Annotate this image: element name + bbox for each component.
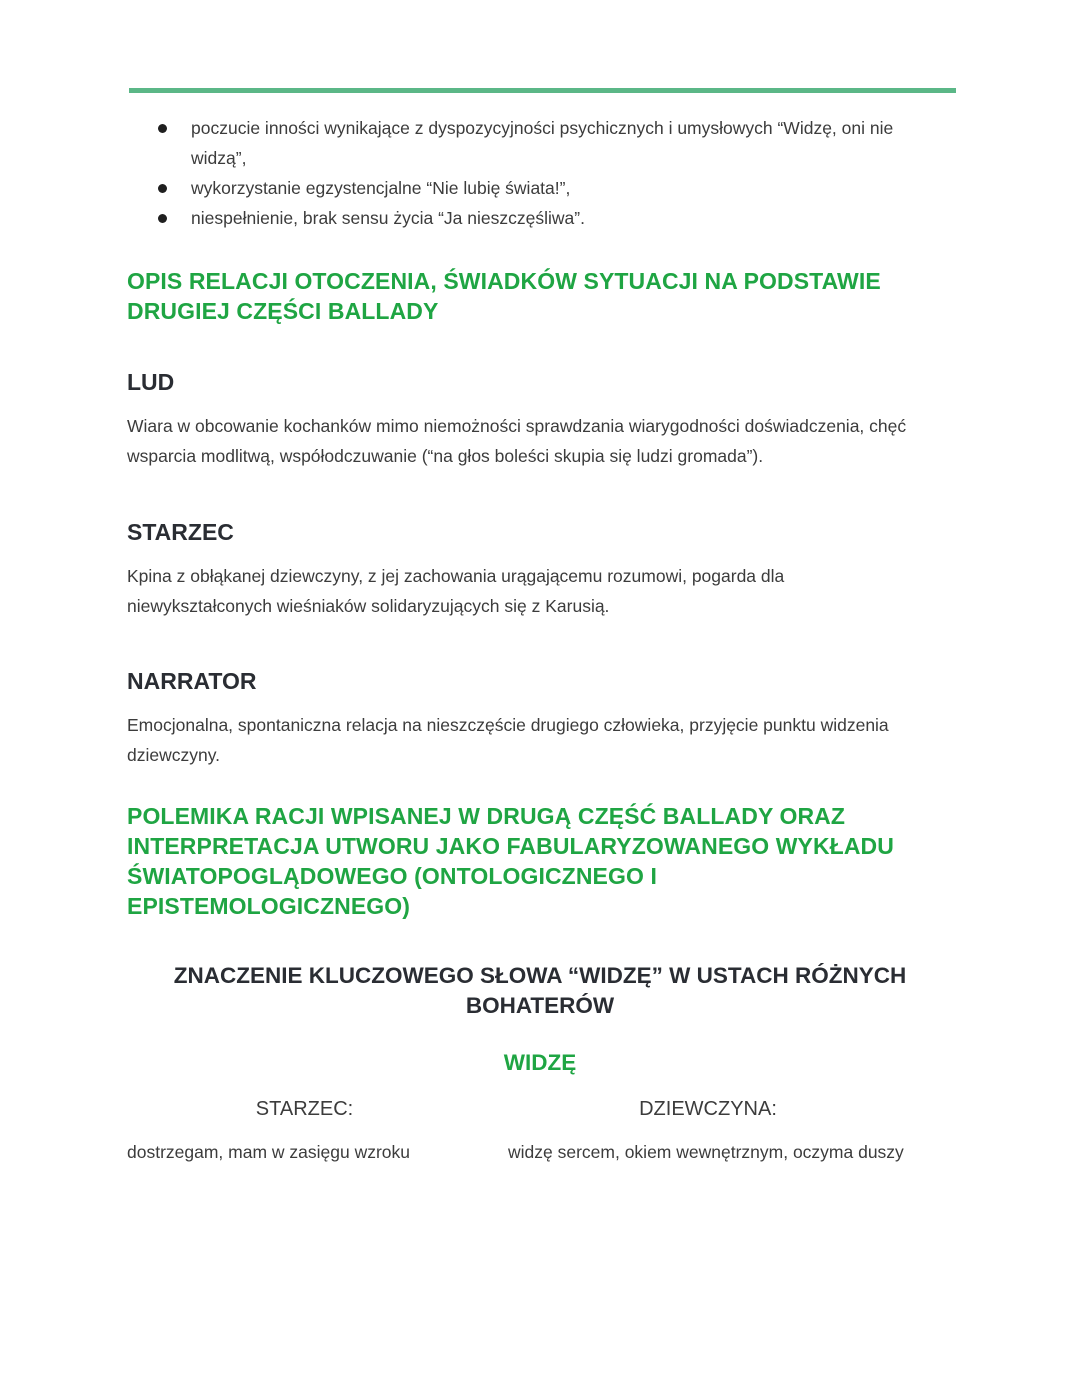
- section-heading-polemic: POLEMIKA RACJI WPISANEJ W DRUGĄ CZĘŚĆ BALLADY ORAZ INTERPRETACJA UTWORU JAKO FABULARYZOWANEGO WYKŁADU ŚWIATOPOGLĄDOWEGO (ONTOLOGICZNEGO I EPISTEMOLOGICZNEGO): [127, 803, 894, 919]
- column-value-dziewczyna: widzę sercem, okiem wewnętrznym, oczyma duszy: [508, 1142, 904, 1162]
- bullet-icon: [158, 214, 167, 223]
- section-heading-relations: OPIS RELACJI OTOCZENIA, ŚWIADKÓW SYTUACJI NA PODSTAWIE DRUGIEJ CZĘŚCI BALLADY: [127, 268, 881, 324]
- list-item: [127, 173, 947, 203]
- list-item-text: niespełnienie, brak sensu życia “Ja nieszczęśliwa”.: [191, 208, 585, 228]
- heading-starzec: STARZEC: [127, 519, 234, 545]
- meaning-heading: ZNACZENIE KLUCZOWEGO SŁOWA “WIDZĘ” W USTACH RÓŻNYCH BOHATERÓW: [173, 963, 907, 1018]
- keyword-title: WIDZĘ: [503, 1050, 577, 1075]
- bullet-icon: [158, 124, 167, 133]
- column-label-dziewczyna: DZIEWCZYNA:: [639, 1098, 777, 1120]
- top-divider: [129, 88, 956, 93]
- heading-lud: LUD: [127, 369, 175, 395]
- paragraph-lud: Wiara w obcowanie kochanków mimo niemożności sprawdzania wiarygodności doświadczenia, chęć wsparcia modlitwą, współodczuwanie (“na głos boleści skupia się ludzi gromada”).: [127, 416, 907, 466]
- list-item-text: wykorzystanie egzystencjalne “Nie lubię świata!”,: [191, 178, 571, 198]
- paragraph-narrator: Emocjonalna, spontaniczna relacja na nieszczęście drugiego człowieka, przyjęcie punktu widzenia dziewczyny.: [127, 715, 889, 765]
- heading-narrator: NARRATOR: [127, 668, 257, 694]
- list-item: [127, 203, 947, 233]
- column-value-starzec: dostrzegam, mam w zasięgu wzroku: [127, 1142, 411, 1162]
- list-item: [127, 113, 947, 173]
- paragraph-starzec: Kpina z obłąkanej dziewczyny, z jej zachowania urągającemu rozumowi, pogarda dla niewykształconych wieśniaków solidaryzujących się z Karusią.: [127, 566, 785, 616]
- list-item-text: poczucie inności wynikające z dyspozycyjności psychicznych i umysłowych “Widzę, oni nie widzą”,: [191, 118, 894, 168]
- bullet-icon: [158, 184, 167, 193]
- bullet-list: [127, 113, 947, 233]
- column-label-starzec: STARZEC:: [255, 1098, 354, 1120]
